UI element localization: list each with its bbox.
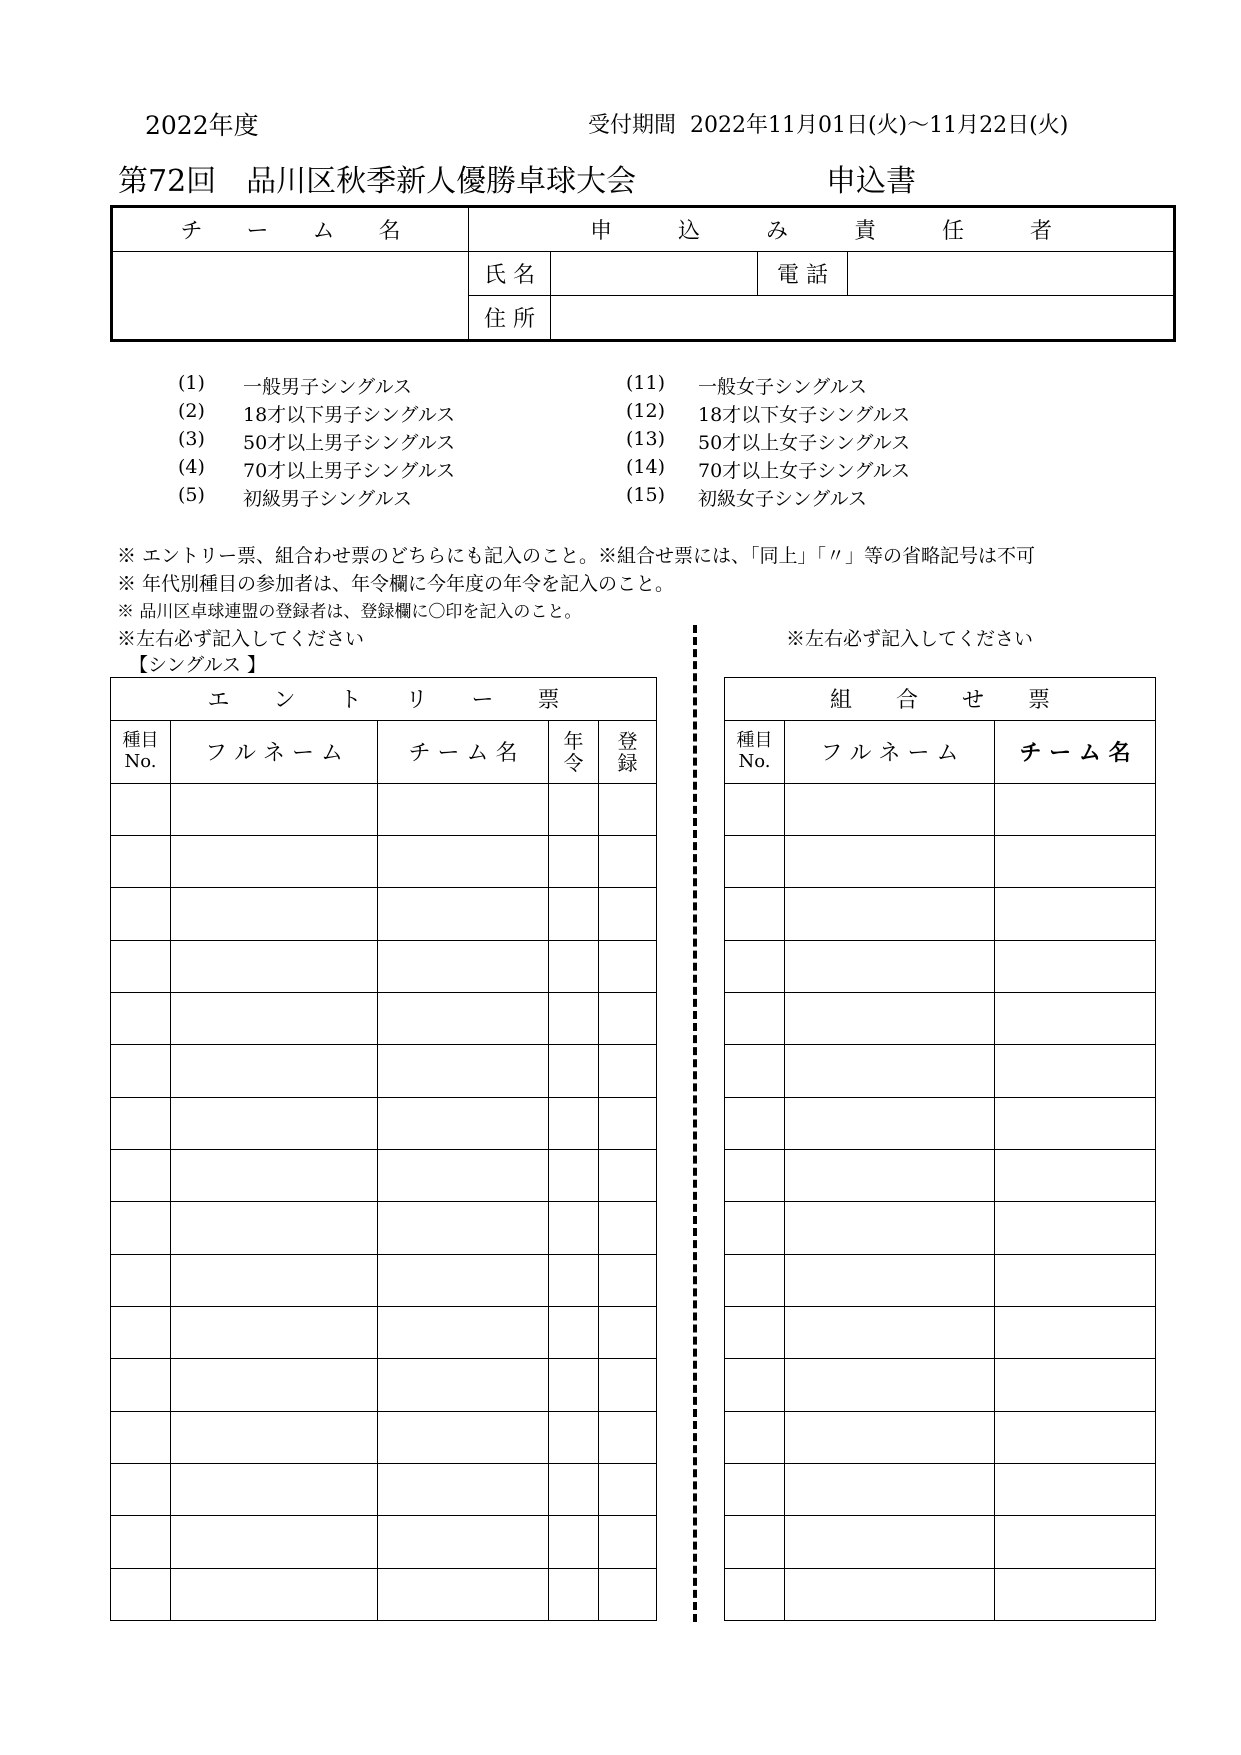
cut-line: [693, 625, 697, 1622]
address-field[interactable]: [551, 296, 1175, 341]
entry-cell[interactable]: [599, 783, 657, 835]
entry-cell[interactable]: [599, 888, 657, 940]
entry-cell[interactable]: [785, 1150, 995, 1202]
table-row: [725, 1464, 1156, 1516]
entry-cell[interactable]: [785, 993, 995, 1045]
entry-cell[interactable]: [995, 1516, 1156, 1568]
entry-cell[interactable]: [378, 940, 549, 992]
table-row: [111, 1202, 657, 1254]
entry-cell[interactable]: [725, 1254, 785, 1306]
address-label: 住 所: [469, 296, 551, 341]
table-row: [111, 1464, 657, 1516]
entry-cell[interactable]: [111, 888, 171, 940]
entry-cell[interactable]: [725, 1411, 785, 1463]
entry-cell[interactable]: [111, 783, 171, 835]
entry-cell[interactable]: [599, 1411, 657, 1463]
table-row: [111, 1150, 657, 1202]
entry-cell[interactable]: [995, 783, 1156, 835]
col-fullname: フ ル ネ ー ム: [785, 720, 995, 783]
entry-cell[interactable]: [549, 1254, 599, 1306]
col-team-name: チ ー ム 名: [378, 720, 549, 783]
name-label: 氏 名: [469, 252, 551, 296]
entry-cell[interactable]: [549, 1568, 599, 1620]
entry-cell[interactable]: [549, 783, 599, 835]
entry-cell[interactable]: [171, 1097, 378, 1149]
entry-cell[interactable]: [378, 993, 549, 1045]
table-row: [725, 1202, 1156, 1254]
entry-cell[interactable]: [785, 1411, 995, 1463]
entry-cell[interactable]: [725, 888, 785, 940]
entry-cell[interactable]: [171, 1464, 378, 1516]
entry-cell[interactable]: [549, 1150, 599, 1202]
table-row: [111, 1359, 657, 1411]
entry-cell[interactable]: [111, 1097, 171, 1149]
entry-cell[interactable]: [725, 1307, 785, 1359]
table-row: [725, 1411, 1156, 1463]
entry-cell[interactable]: [599, 836, 657, 888]
name-field[interactable]: [551, 252, 758, 296]
entry-cell[interactable]: [785, 1359, 995, 1411]
entry-cell[interactable]: [378, 836, 549, 888]
entry-cell[interactable]: [549, 888, 599, 940]
entry-cell[interactable]: [171, 1045, 378, 1097]
entry-cell[interactable]: [378, 1150, 549, 1202]
entry-cell[interactable]: [725, 836, 785, 888]
entry-cell[interactable]: [378, 1202, 549, 1254]
entry-cell[interactable]: [378, 1045, 549, 1097]
entry-cell[interactable]: [785, 940, 995, 992]
entry-cell[interactable]: [725, 993, 785, 1045]
table-row: [111, 1254, 657, 1306]
entry-cell[interactable]: [725, 1464, 785, 1516]
table-row: [725, 1516, 1156, 1568]
table-row: [111, 1516, 657, 1568]
entry-cell[interactable]: [599, 1150, 657, 1202]
entry-cell[interactable]: [725, 1045, 785, 1097]
note-line-2: ※ 年代別種目の参加者は、年令欄に今年度の年令を記入のこと。: [117, 573, 675, 595]
entry-cell[interactable]: [171, 1359, 378, 1411]
entry-cell[interactable]: [599, 1097, 657, 1149]
entry-cell[interactable]: [378, 1307, 549, 1359]
entry-cell[interactable]: [111, 993, 171, 1045]
entry-cell[interactable]: [549, 1045, 599, 1097]
entry-cell[interactable]: [599, 1516, 657, 1568]
entry-cell[interactable]: [785, 836, 995, 888]
entry-cell[interactable]: [995, 1568, 1156, 1620]
entry-cell[interactable]: [599, 1464, 657, 1516]
table-row: [111, 888, 657, 940]
entry-cell[interactable]: [171, 836, 378, 888]
col-event-no: 種目 No.: [111, 720, 171, 783]
entry-cell[interactable]: [549, 940, 599, 992]
right-reminder: ※左右必ず記入してください: [786, 628, 1034, 650]
entry-cell[interactable]: [549, 1411, 599, 1463]
entry-cell[interactable]: [171, 1568, 378, 1620]
entry-cell[interactable]: [725, 940, 785, 992]
entry-cell[interactable]: [599, 1307, 657, 1359]
table-row: [725, 888, 1156, 940]
entry-cell[interactable]: [785, 1202, 995, 1254]
entry-cell[interactable]: [378, 1411, 549, 1463]
entry-cell[interactable]: [378, 1254, 549, 1306]
table-row: [725, 1568, 1156, 1620]
entry-cell[interactable]: [995, 1307, 1156, 1359]
entry-cell[interactable]: [995, 1150, 1156, 1202]
year-label: 2022年度: [145, 111, 259, 140]
entry-cell[interactable]: [599, 1254, 657, 1306]
entry-cell[interactable]: [725, 1359, 785, 1411]
applicant-header: 申 込 み 責 任 者: [469, 207, 1175, 252]
team-name-field[interactable]: [112, 252, 469, 341]
entry-cell[interactable]: [111, 1411, 171, 1463]
entry-cell[interactable]: [785, 1307, 995, 1359]
entry-cell[interactable]: [111, 1307, 171, 1359]
entry-cell[interactable]: [725, 1202, 785, 1254]
table-row: [111, 993, 657, 1045]
entry-cell[interactable]: [599, 993, 657, 1045]
table-row: [725, 1150, 1156, 1202]
entry-cell[interactable]: [111, 1464, 171, 1516]
entry-cell[interactable]: [111, 1568, 171, 1620]
entry-cell[interactable]: [111, 1202, 171, 1254]
note-line-3: ※ 品川区卓球連盟の登録者は、登録欄に〇印を記入のこと。: [117, 602, 582, 622]
reception-period: 受付期間 2022年11月01日(火)～11月22日(火): [588, 113, 1069, 138]
table-row: [725, 1097, 1156, 1149]
entry-cell[interactable]: [111, 1516, 171, 1568]
entry-cell[interactable]: [171, 940, 378, 992]
entry-cell[interactable]: [785, 1254, 995, 1306]
singles-label: 【シングルス 】: [129, 654, 267, 676]
phone-label: 電 話: [758, 252, 848, 296]
entry-cell[interactable]: [171, 1254, 378, 1306]
entry-cell[interactable]: [549, 1464, 599, 1516]
entry-cell[interactable]: [171, 1516, 378, 1568]
entry-cell[interactable]: [111, 836, 171, 888]
entry-cell[interactable]: [995, 1097, 1156, 1149]
table-row: [725, 993, 1156, 1045]
col-event-no: 種目 No.: [725, 720, 785, 783]
entry-cell[interactable]: [111, 1359, 171, 1411]
table-row: [725, 1359, 1156, 1411]
table-row: [111, 940, 657, 992]
entry-cell[interactable]: [111, 1150, 171, 1202]
table-row: [725, 1254, 1156, 1306]
entry-cell[interactable]: [995, 1045, 1156, 1097]
team-info-table: [110, 205, 1176, 342]
pairing-table-title: 組 合 せ 票: [725, 678, 1156, 721]
entry-cell[interactable]: [725, 1097, 785, 1149]
entry-cell[interactable]: [171, 1202, 378, 1254]
col-age: 年 令: [549, 720, 599, 783]
entry-cell[interactable]: [785, 888, 995, 940]
col-fullname: フ ル ネ ー ム: [171, 720, 378, 783]
entry-cell[interactable]: [995, 836, 1156, 888]
entry-cell[interactable]: [111, 1254, 171, 1306]
entry-table-title: エ ン ト リ ー 票: [111, 678, 657, 721]
entry-cell[interactable]: [995, 888, 1156, 940]
entry-cell[interactable]: [599, 1568, 657, 1620]
entry-cell[interactable]: [785, 1568, 995, 1620]
entry-cell[interactable]: [549, 1359, 599, 1411]
table-row: [111, 1307, 657, 1359]
entry-cell[interactable]: [725, 1568, 785, 1620]
table-row: [111, 783, 657, 835]
entry-cell[interactable]: [995, 993, 1156, 1045]
entry-cell[interactable]: [995, 1464, 1156, 1516]
entry-cell[interactable]: [378, 1568, 549, 1620]
col-registration: 登 録: [599, 720, 657, 783]
entry-cell[interactable]: [995, 1254, 1156, 1306]
entry-cell[interactable]: [725, 1516, 785, 1568]
entry-cell[interactable]: [549, 1202, 599, 1254]
entry-cell[interactable]: [378, 783, 549, 835]
entry-cell[interactable]: [171, 993, 378, 1045]
entry-table: [110, 677, 657, 1621]
entry-cell[interactable]: [599, 1045, 657, 1097]
entry-cell[interactable]: [549, 1307, 599, 1359]
entry-cell[interactable]: [995, 1411, 1156, 1463]
team-name-header: チ ー ム 名: [112, 207, 469, 252]
entry-cell[interactable]: [785, 783, 995, 835]
entry-cell[interactable]: [599, 1202, 657, 1254]
table-row: [725, 1045, 1156, 1097]
entry-cell[interactable]: [785, 1464, 995, 1516]
entry-cell[interactable]: [171, 783, 378, 835]
table-row: [725, 1307, 1156, 1359]
entry-cell[interactable]: [171, 888, 378, 940]
entry-cell[interactable]: [171, 1150, 378, 1202]
tournament-title: 第72回 品川区秋季新人優勝卓球大会: [118, 164, 637, 199]
entry-cell[interactable]: [549, 1516, 599, 1568]
entry-cell[interactable]: [599, 940, 657, 992]
entry-cell[interactable]: [378, 1464, 549, 1516]
entry-cell[interactable]: [171, 1307, 378, 1359]
left-reminder: ※左右必ず記入してください: [117, 628, 365, 650]
entry-cell[interactable]: [725, 1150, 785, 1202]
entry-cell[interactable]: [785, 1045, 995, 1097]
table-row: [111, 1045, 657, 1097]
entry-cell[interactable]: [725, 783, 785, 835]
entry-cell[interactable]: [785, 1097, 995, 1149]
entry-cell[interactable]: [549, 1097, 599, 1149]
table-row: [725, 783, 1156, 835]
entry-cell[interactable]: [378, 1359, 549, 1411]
note-line-1: ※ エントリー票、組合わせ票のどちらにも記入のこと。※組合せ票には、「同上」「〃」等の省略記号は不可: [117, 545, 1036, 567]
entry-cell[interactable]: [111, 1045, 171, 1097]
entry-cell[interactable]: [549, 993, 599, 1045]
table-row: [725, 836, 1156, 888]
entry-cell[interactable]: [995, 1359, 1156, 1411]
table-row: [111, 1097, 657, 1149]
entry-cell[interactable]: [995, 1202, 1156, 1254]
entry-cell[interactable]: [785, 1516, 995, 1568]
phone-field[interactable]: [848, 252, 1175, 296]
table-row: [111, 1568, 657, 1620]
entry-cell[interactable]: [378, 888, 549, 940]
pairing-table: [724, 677, 1156, 1621]
entry-cell[interactable]: [995, 940, 1156, 992]
entry-cell[interactable]: [171, 1411, 378, 1463]
entry-cell[interactable]: [111, 940, 171, 992]
entry-cell[interactable]: [378, 1516, 549, 1568]
table-row: [111, 1411, 657, 1463]
entry-cell[interactable]: [549, 836, 599, 888]
col-team-name: チ ー ム 名: [995, 720, 1156, 783]
entry-cell[interactable]: [378, 1097, 549, 1149]
table-row: [111, 836, 657, 888]
application-form-label: 申込書: [826, 164, 916, 199]
entry-cell[interactable]: [599, 1359, 657, 1411]
table-row: [725, 940, 1156, 992]
